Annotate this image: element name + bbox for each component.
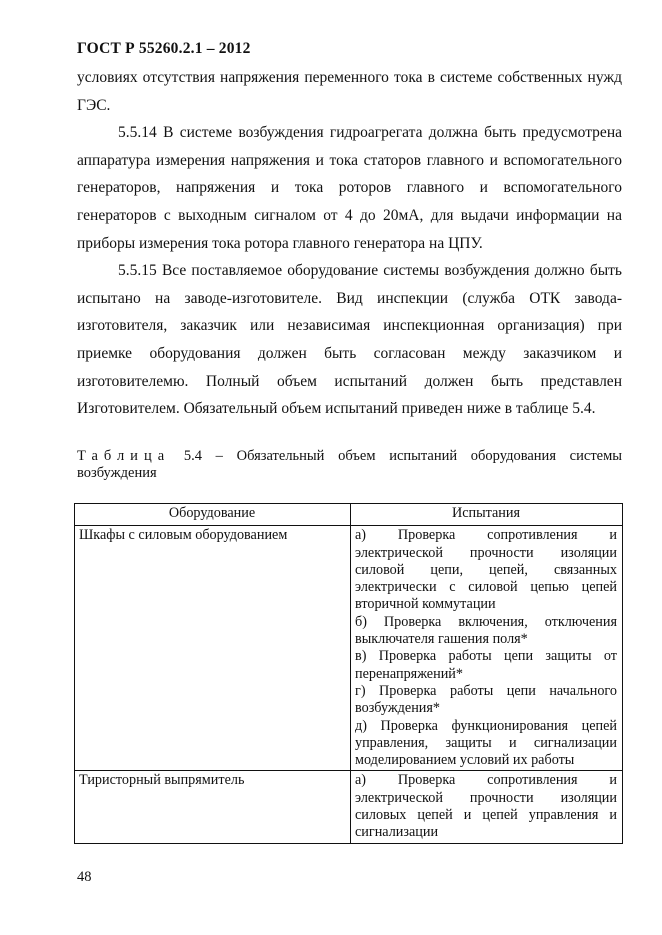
cell-equipment: Тиристорный выпрямитель <box>75 771 351 843</box>
paragraph-5-5-14: 5.5.14 В системе возбуждения гидроагрегата должна быть предусмотрена аппаратура измерения напряжения и тока статоров главного и вспомогательного генераторов, напряжения и тока роторов главного и вспомогательного генераторов с выходным сигналом от 4 до 20мА, для выдачи информации на приборы измерения тока ротора главного генератора на ЦПУ. <box>77 124 622 252</box>
test-item: д) Проверка функционирования цепей управления, защиты и сигнализации моделированием условий их работы <box>355 717 617 769</box>
table-row <box>75 526 623 771</box>
table-caption-label: Таблица <box>77 448 171 464</box>
header-equipment: Оборудование <box>75 504 351 526</box>
test-item: г) Проверка работы цепи начального возбуждения* <box>355 682 617 717</box>
table-caption <box>77 448 622 482</box>
test-item: а) Проверка сопротивления и электрической прочности изоляции силовых цепей и цепей управления и сигнализации <box>355 772 617 841</box>
table-row <box>75 771 623 843</box>
paragraph-5-5-15: 5.5.15 Все поставляемое оборудование системы возбуждения должно быть испытано на заводе-изготовителе. Вид инспекции (служба ОТК завода-изготовителя, заказчик или независимая инспекционная организация) при приемке оборудования должен быть согласован между заказчиком и изготовителемю. Полный объем испытаний должен быть представлен Изготовителем. Обязательный объем испытаний приведен ниже в таблице 5.4. <box>77 262 622 418</box>
cell-tests <box>351 771 623 843</box>
document-header: ГОСТ Р 55260.2.1 – 2012 <box>77 40 251 57</box>
test-item: в) Проверка работы цепи защиты от перенапряжений* <box>355 648 617 682</box>
paragraph-continuation: условиях отсутствия напряжения переменного тока в системе собственных нужд ГЭС. <box>77 69 622 114</box>
body-text <box>77 64 622 423</box>
page-number: 48 <box>77 869 92 885</box>
table-header-row <box>75 504 623 526</box>
tests-table <box>74 503 623 844</box>
test-item: а) Проверка сопротивления и электрической прочности изоляции силовой цепи, цепей, связанных электрически с силовой цепью цепей вторичной коммутации <box>355 527 617 613</box>
cell-tests <box>351 526 623 771</box>
header-tests: Испытания <box>351 504 623 526</box>
table-caption-text: 5.4 – Обязательный объем испытаний оборудования системы возбуждения <box>77 448 623 481</box>
test-item: б) Проверка включения, отключения выключателя гашения поля* <box>355 613 617 648</box>
cell-equipment: Шкафы с силовым оборудованием <box>75 526 351 771</box>
